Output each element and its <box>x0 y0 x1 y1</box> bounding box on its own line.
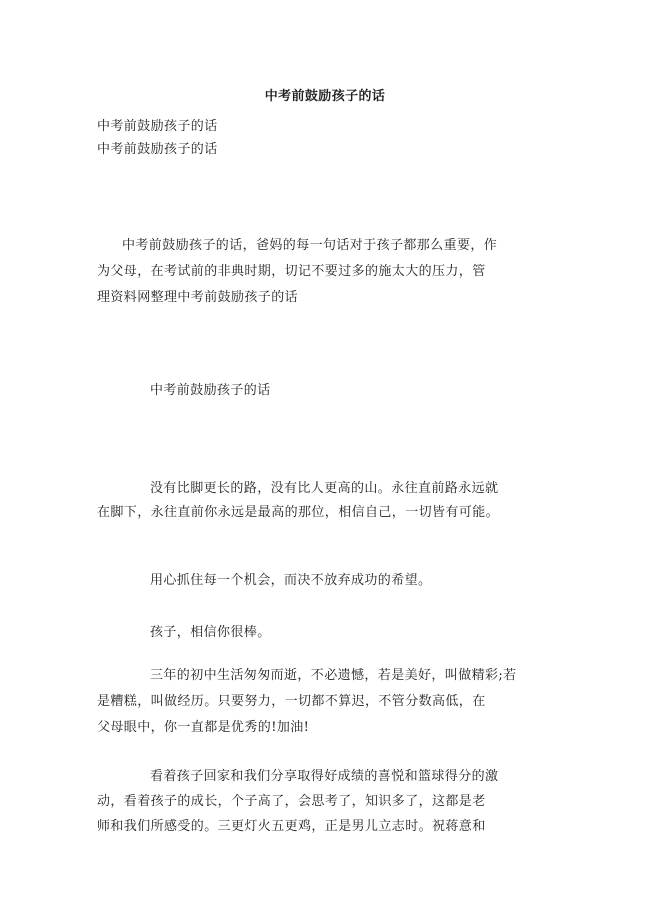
paragraph-line: 没有比脚更长的路，没有比人更高的山。永往直前路永远就 <box>150 481 499 496</box>
paragraph-line: 三年的初中生活匆匆而逝，不必遗憾，若是美好，叫做精彩;若 <box>150 668 517 683</box>
intro-line: 理资料网整理中考前鼓励孩子的话 <box>97 290 299 305</box>
paragraph-line: 父母眼中，你一直都是优秀的!加油! <box>97 720 310 735</box>
header-line: 中考前鼓励孩子的话 <box>97 142 218 157</box>
intro-line: 为父母，在考试前的非典时期，切记不要过多的施太大的压力，管 <box>97 264 486 279</box>
paragraph-line: 是糟糕，叫做经历。只要努力，一切都不算迟，不管分数高低，在 <box>97 694 486 709</box>
paragraph-line: 在脚下，永往直前你永远是最高的那位，相信自己，一切皆有可能。 <box>97 505 500 520</box>
paragraph-line: 动，看着孩子的成长，个子高了，会思考了，知识多了，这都是老 <box>97 794 486 809</box>
paragraph-line: 师和我们所感受的。三更灯火五更鸡，正是男儿立志时。祝蒋意和 <box>97 819 486 834</box>
paragraph-line: 用心抓住每一个机会，而决不放弃成功的希望。 <box>150 573 432 588</box>
paragraph-line: 孩子，相信你很棒。 <box>150 625 271 640</box>
intro-line: 中考前鼓励孩子的话，爸妈的每一句话对于孩子都那么重要，作 <box>122 238 498 253</box>
header-line: 中考前鼓励孩子的话 <box>97 119 218 134</box>
document-title: 中考前鼓励孩子的话 <box>264 89 386 104</box>
paragraph-line: 看着孩子回家和我们分享取得好成绩的喜悦和篮球得分的激 <box>150 769 499 784</box>
subheading: 中考前鼓励孩子的话 <box>150 383 271 398</box>
